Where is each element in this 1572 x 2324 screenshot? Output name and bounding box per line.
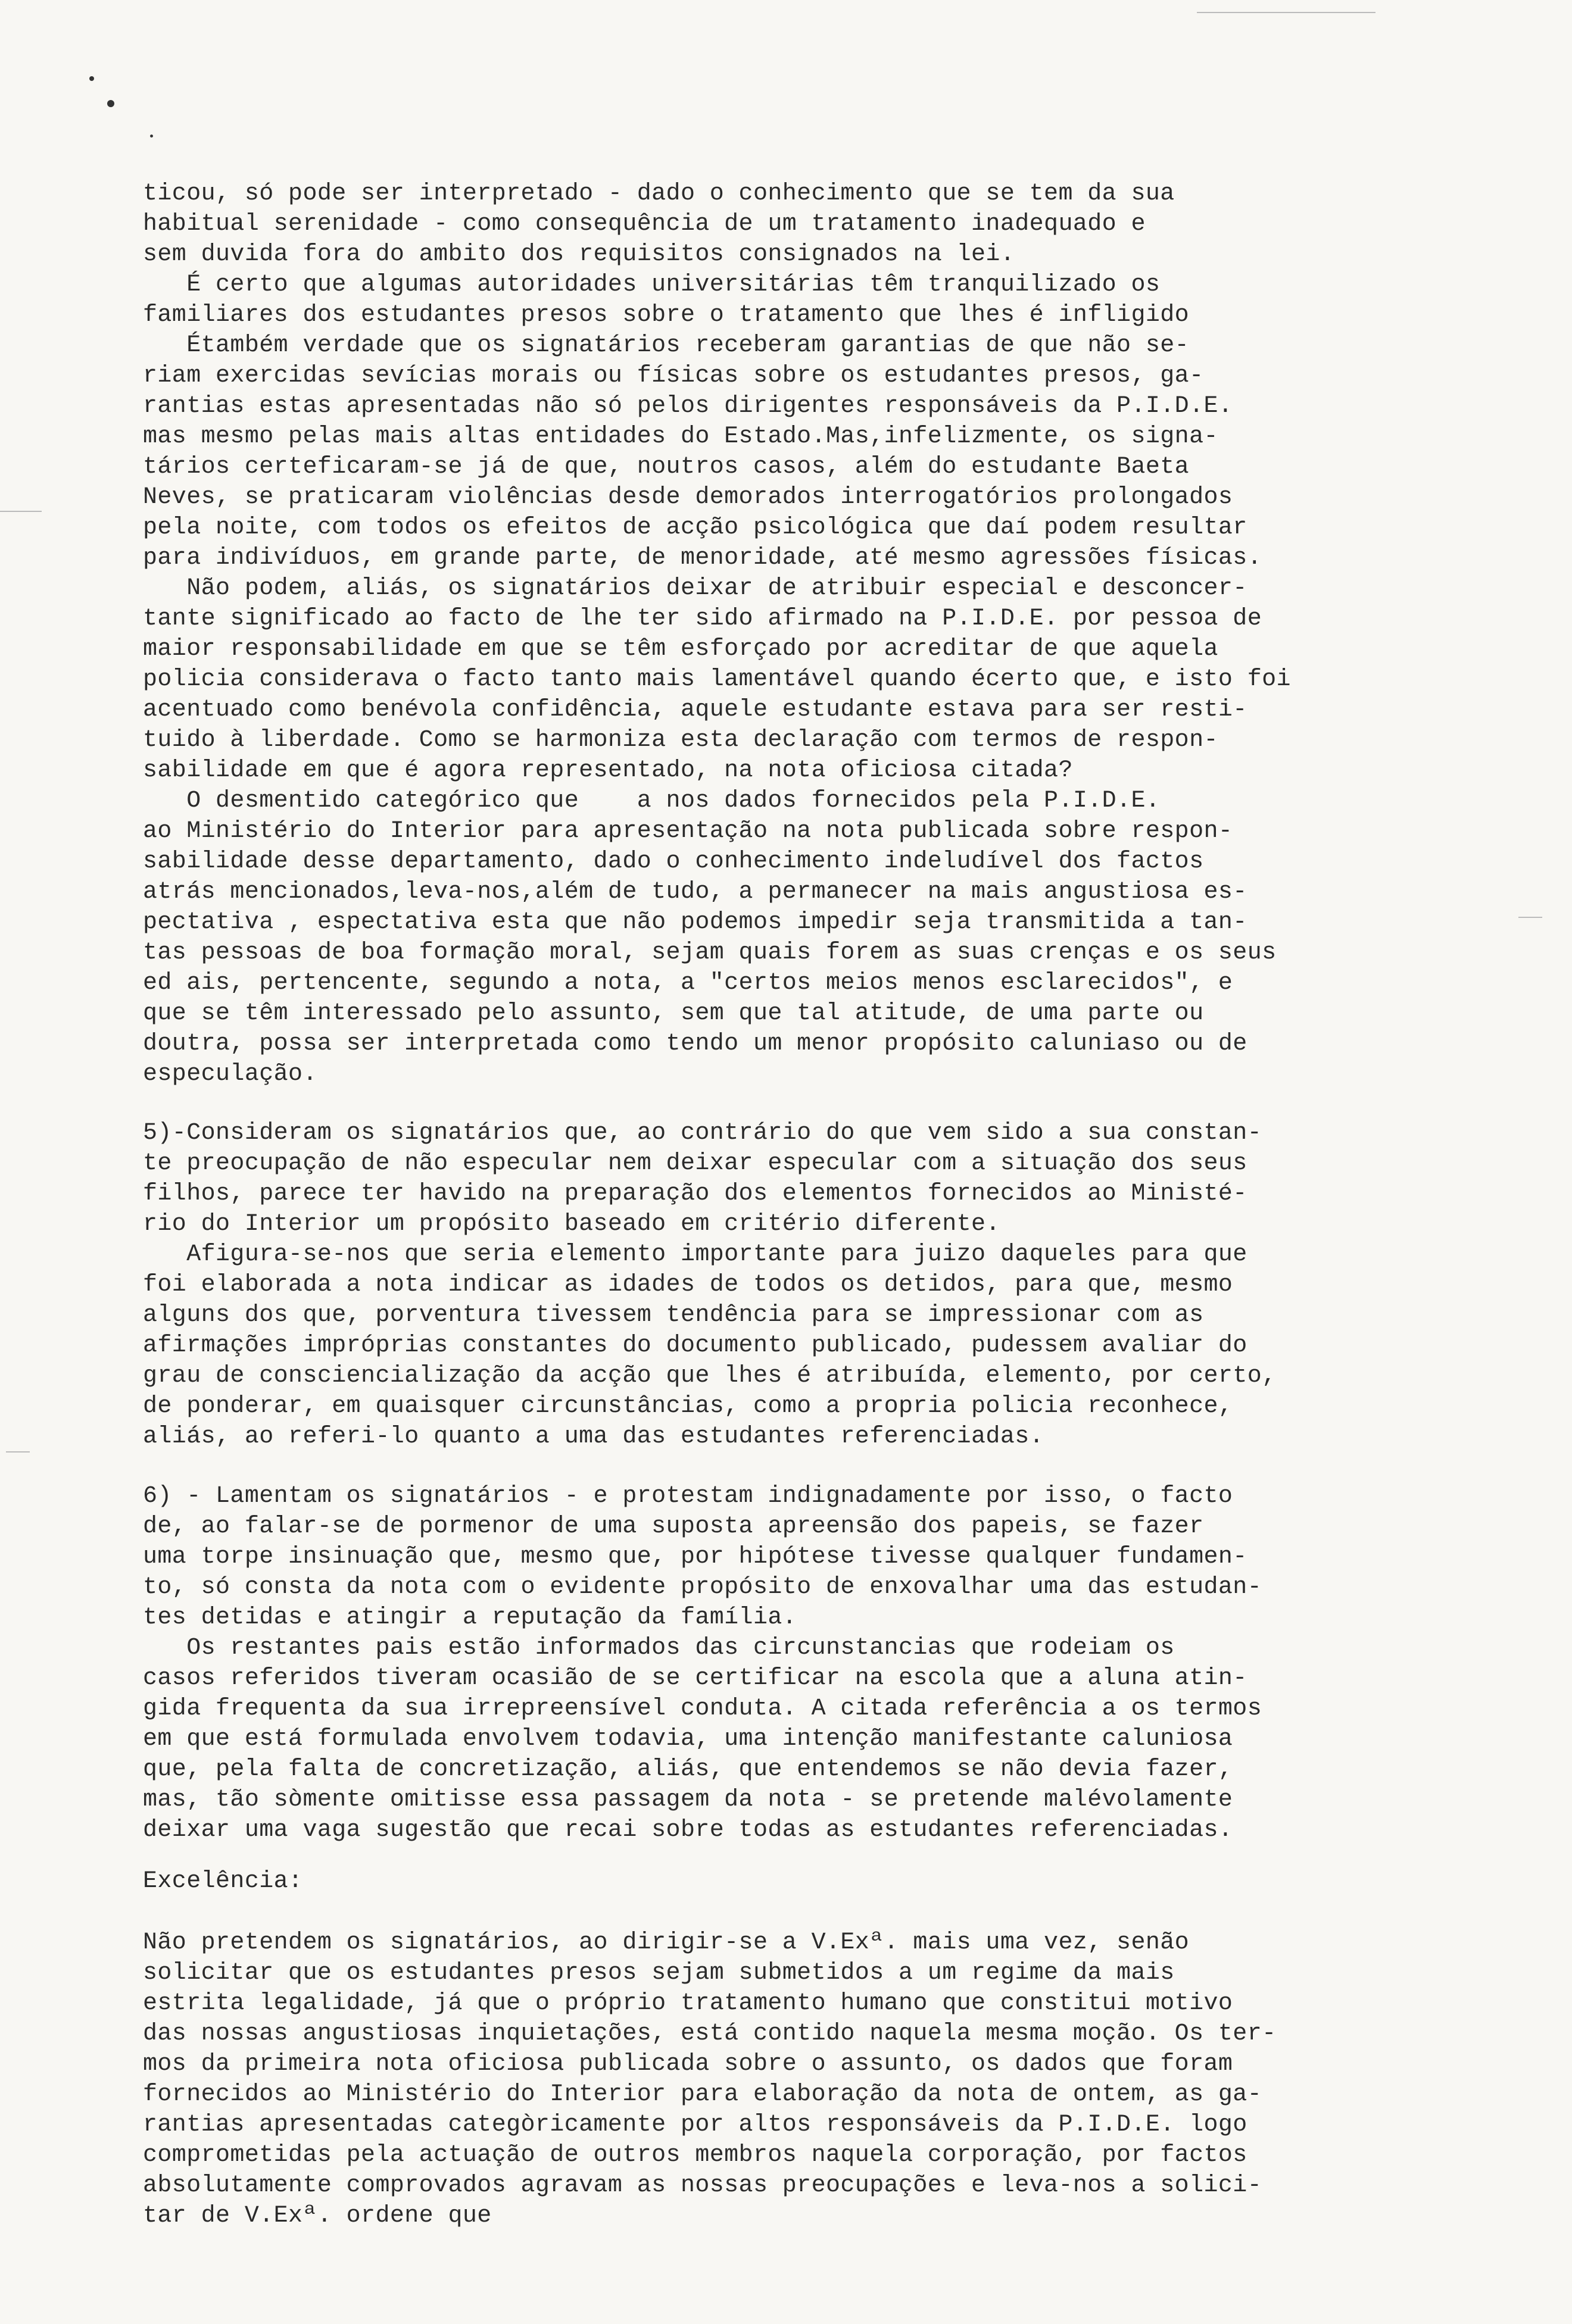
text-line: especulação.	[143, 1061, 317, 1088]
text-line: sabilidade em que é agora representado, na nota oficiosa citada?	[143, 757, 1073, 784]
scan-speck	[150, 135, 153, 138]
text-line: to, só consta da nota com o evidente propósito de enxovalhar uma das estudan-	[143, 1574, 1262, 1601]
text-line: tante significado ao facto de lhe ter sido afirmado na P.I.D.E. por pessoa de	[143, 605, 1262, 632]
scan-mark	[1518, 917, 1542, 918]
text-line: sem duvida fora do ambito dos requisitos consignados na lei.	[143, 241, 1015, 268]
text-line: uma torpe insinuação que, mesmo que, por hipótese tivesse qualquer fundamen-	[143, 1544, 1247, 1570]
text-line: fornecidos ao Ministério do Interior para elaboração da nota de ontem, as ga-	[143, 2081, 1262, 2108]
text-line: ao Ministério do Interior para apresentação na nota publicada sobre respon-	[143, 818, 1233, 845]
text-line: Os restantes pais estão informados das circunstancias que rodeiam os	[143, 1635, 1175, 1661]
text-line: das nossas angustiosas inquietações, está contido naquela mesma moção. Os ter-	[143, 2020, 1277, 2047]
text-line: mas mesmo pelas mais altas entidades do Estado.Mas,infelizmente, os signa-	[143, 423, 1218, 450]
text-line: Não podem, aliás, os signatários deixar de atribuir especial e desconcer-	[143, 575, 1247, 602]
text-line: ed ais, pertencente, segundo a nota, a "certos meios menos esclarecidos", e	[143, 970, 1233, 997]
text-line: comprometidas pela actuação de outros membros naquela corporação, por factos	[143, 2142, 1247, 2169]
text-line: rantias apresentadas categòricamente por altos responsáveis da P.I.D.E. logo	[143, 2111, 1247, 2138]
text-line: Étambém verdade que os signatários receberam garantias de que não se-	[143, 332, 1190, 359]
text-line: familiares dos estudantes presos sobre o tratamento que lhes é infligido	[143, 302, 1190, 329]
text-line: mas, tão sòmente omitisse essa passagem da nota - se pretende malévolamente	[143, 1786, 1233, 1813]
text-line: que se têm interessado pelo assunto, sem que tal atitude, de uma parte ou	[143, 1000, 1204, 1027]
text-line: maior responsabilidade em que se têm esforçado por acreditar de que aquela	[143, 636, 1218, 663]
text-line: ticou, só pode ser interpretado - dado o conhecimento que se tem da sua	[143, 180, 1175, 207]
text-line: pela noite, com todos os efeitos de acção psicológica que daí podem resultar	[143, 514, 1247, 541]
text-line: absolutamente comprovados agravam as nossas preocupações e leva-nos a solici-	[143, 2172, 1262, 2199]
text-line: policia considerava o facto tanto mais lamentável quando écerto que, e isto foi	[143, 666, 1291, 693]
text-line: tuido à liberdade. Como se harmoniza esta declaração com termos de respon-	[143, 727, 1218, 754]
paragraph-point-5	[143, 1118, 1411, 1452]
text-line: de, ao falar-se de pormenor de uma suposta apreensão dos papeis, se fazer	[143, 1513, 1204, 1540]
text-line: sabilidade desse departamento, dado o conhecimento indeludível dos factos	[143, 848, 1204, 875]
paragraph-intro	[143, 179, 1411, 1089]
text-line: estrita legalidade, já que o próprio tratamento humano que constitui motivo	[143, 1990, 1233, 2017]
text-line: gida frequenta da sua irrepreensível conduta. A citada referência a os termos	[143, 1695, 1262, 1722]
paragraph-point-6	[143, 1481, 1411, 1845]
text-line: atrás mencionados,leva-nos,além de tudo, a permanecer na mais angustiosa es-	[143, 879, 1247, 905]
text-line: te preocupação de não especular nem deixar especular com a situação dos seus	[143, 1150, 1247, 1177]
text-line: Neves, se praticaram violências desde demorados interrogatórios prolongados	[143, 484, 1233, 511]
text-line: tários certeficaram-se já de que, noutros casos, além do estudante Baeta	[143, 454, 1190, 480]
scan-speck	[89, 76, 94, 81]
text-line: Afigura-se-nos que seria elemento importante para juizo daqueles para que	[143, 1241, 1247, 1268]
text-line: tas pessoas de boa formação moral, sejam quais forem as suas crenças e os seus	[143, 939, 1277, 966]
text-line: O desmentido categórico que a nos dados fornecidos pela P.I.D.E.	[143, 788, 1161, 814]
text-line: 6) - Lamentam os signatários - e protestam indignadamente por isso, o facto	[143, 1483, 1233, 1510]
text-line: riam exercidas sevícias morais ou físicas sobre os estudantes presos, ga-	[143, 363, 1204, 389]
text-line: foi elaborada a nota indicar as idades de todos os detidos, para que, mesmo	[143, 1272, 1233, 1298]
salutation	[143, 1866, 1411, 1897]
text-line: habitual serenidade - como consequência de um tratamento inadequado e	[143, 211, 1146, 238]
scan-speck	[107, 100, 114, 107]
text-line: aliás, ao referi-lo quanto a uma das estudantes referenciadas.	[143, 1423, 1044, 1450]
text-line: solicitar que os estudantes presos sejam submetidos a um regime da mais	[143, 1960, 1175, 1986]
paragraph-closing	[143, 1928, 1411, 2231]
text-line: de ponderar, em quaisquer circunstâncias, como a propria policia reconhece,	[143, 1393, 1233, 1420]
scan-mark	[6, 1451, 30, 1452]
text-line: rantias estas apresentadas não só pelos dirigentes responsáveis da P.I.D.E.	[143, 393, 1233, 420]
scan-mark	[1197, 12, 1376, 13]
text-line: tes detidas e atingir a reputação da família.	[143, 1604, 797, 1631]
text-line: É certo que algumas autoridades universitárias têm tranquilizado os	[143, 271, 1161, 298]
text-line: doutra, possa ser interpretada como tendo um menor propósito caluniaso ou de	[143, 1030, 1247, 1057]
text-line: rio do Interior um propósito baseado em critério diferente.	[143, 1211, 1000, 1238]
text-line: deixar uma vaga sugestão que recai sobre todas as estudantes referenciadas.	[143, 1817, 1233, 1844]
text-line: acentuado como benévola confidência, aquele estudante estava para ser resti-	[143, 696, 1247, 723]
text-line: 5)-Consideram os signatários que, ao contrário do que vem sido a sua constan-	[143, 1120, 1262, 1147]
text-line: casos referidos tiveram ocasião de se certificar na escola que a aluna atin-	[143, 1665, 1247, 1692]
scan-mark	[0, 511, 42, 512]
text-line: que, pela falta de concretização, aliás, que entendemos se não devia fazer,	[143, 1756, 1233, 1783]
text-line: grau de consciencialização da acção que lhes é atribuída, elemento, por certo,	[143, 1363, 1277, 1389]
text-line: pectativa , espectativa esta que não podemos impedir seja transmitida a tan-	[143, 909, 1247, 936]
text-line: para indivíduos, em grande parte, de menoridade, até mesmo agressões físicas.	[143, 545, 1262, 571]
text-line: em que está formulada envolvem todavia, uma intenção manifestante caluniosa	[143, 1726, 1233, 1753]
text-line: tar de V.Exª. ordene que	[143, 2203, 492, 2229]
text-line: alguns dos que, porventura tivessem tendência para se impressionar com as	[143, 1302, 1204, 1329]
text-line: filhos, parece ter havido na preparação dos elementos fornecidos ao Ministé-	[143, 1180, 1247, 1207]
text-line: Excelência:	[143, 1868, 303, 1895]
text-line: mos da primeira nota oficiosa publicada sobre o assunto, os dados que foram	[143, 2051, 1233, 2078]
text-line: afirmações impróprias constantes do documento publicado, pudessem avaliar do	[143, 1332, 1247, 1359]
text-line: Não pretendem os signatários, ao dirigir-se a V.Exª. mais uma vez, senão	[143, 1929, 1190, 1956]
